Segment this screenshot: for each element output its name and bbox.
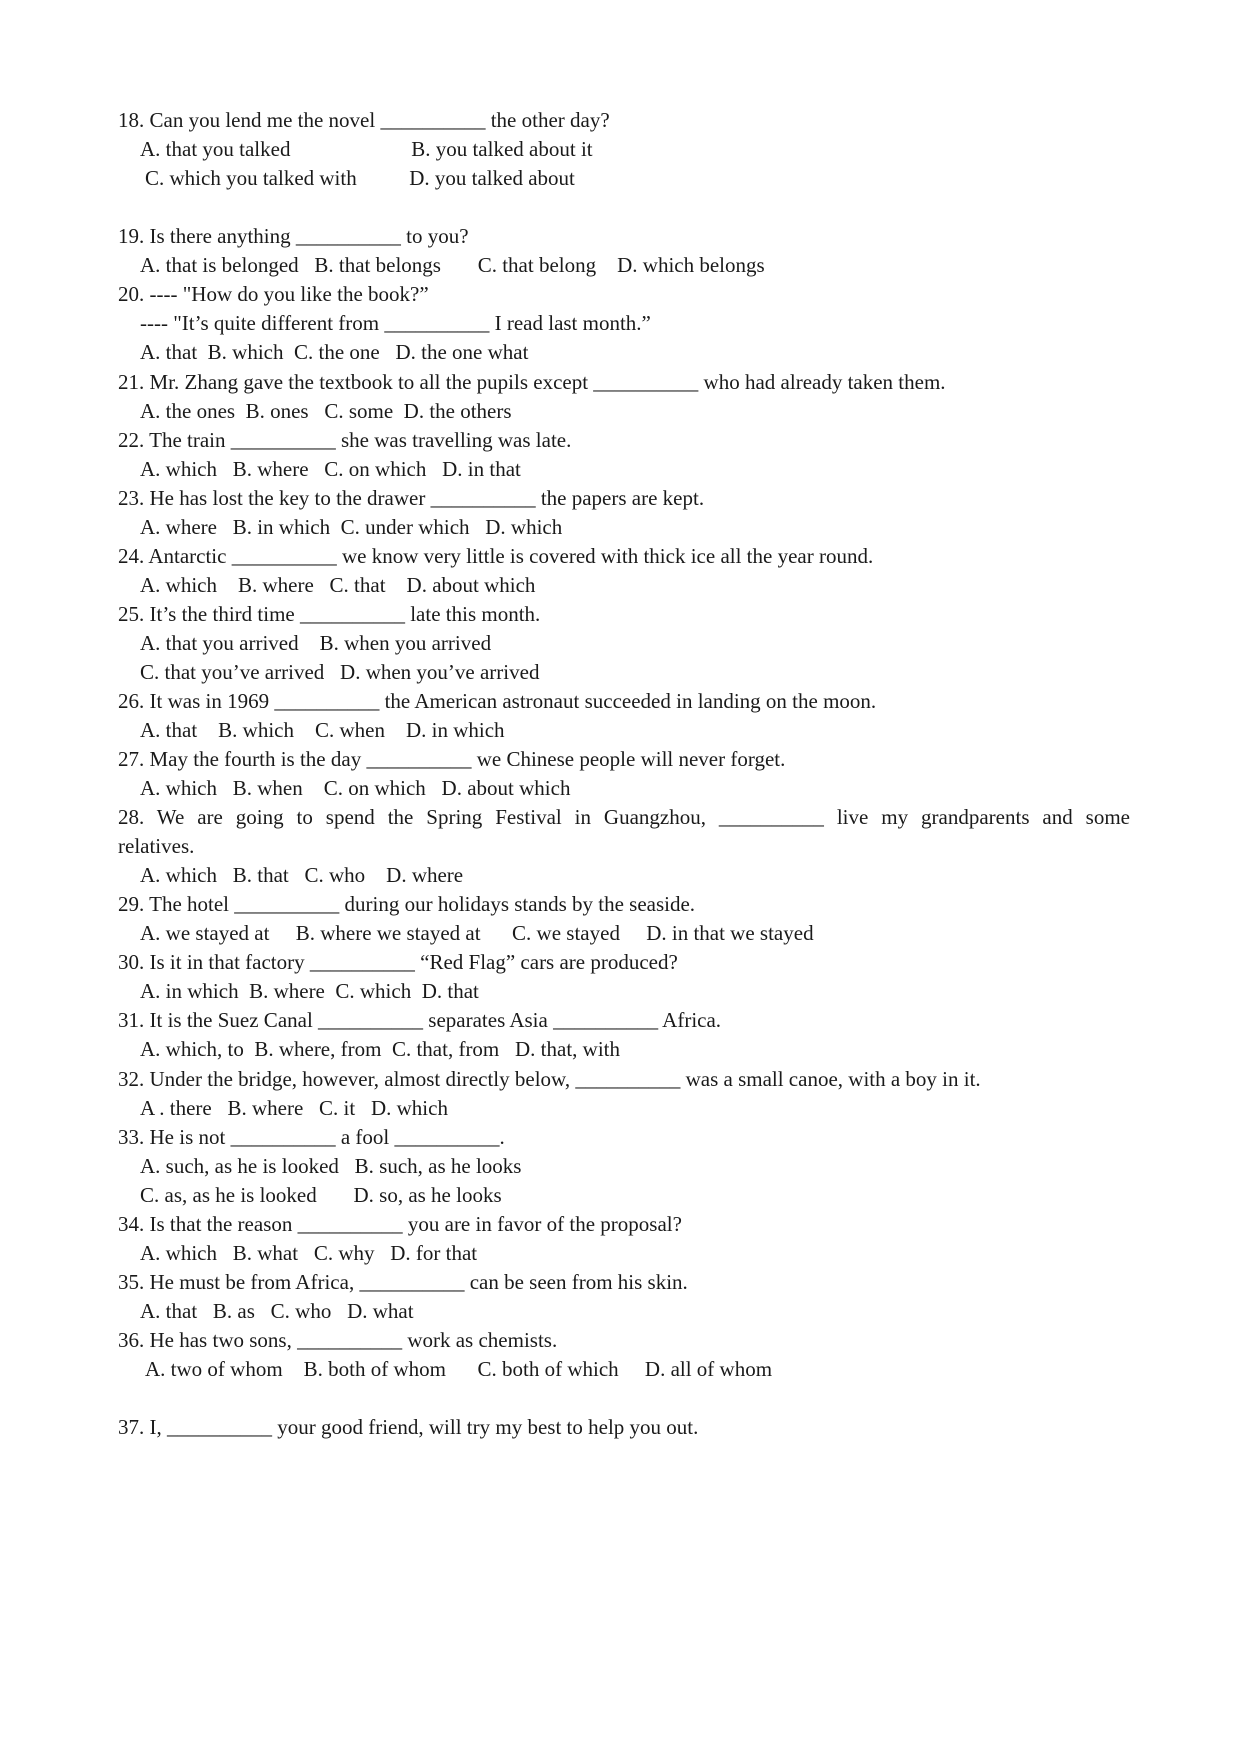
question-27: 27. May the fourth is the day __________ we Chinese people will never forget. [118, 747, 786, 771]
question-36-options: A. two of whom B. both of whom C. both of which D. all of whom [145, 1357, 773, 1381]
question-31-options: A. which, to B. where, from C. that, from D. that, with [140, 1037, 621, 1061]
question-34: 34. Is that the reason __________ you are in favor of the proposal? [118, 1212, 682, 1236]
question-23-options: A. where B. in which C. under which D. which [140, 515, 563, 539]
question-31: 31. It is the Suez Canal __________ separates Asia __________ Africa. [118, 1008, 722, 1032]
question-30-options: A. in which B. where C. which D. that [140, 979, 479, 1003]
question-36: 36. He has two sons, __________ work as chemists. [118, 1328, 558, 1352]
question-33-options-2: C. as, as he is looked D. so, as he looks [140, 1183, 502, 1207]
question-19: 19. Is there anything __________ to you? [118, 224, 469, 248]
question-18: 18. Can you lend me the novel __________ the other day? [118, 108, 610, 132]
question-21-options: A. the ones B. ones C. some D. the others [140, 399, 512, 423]
question-37: 37. I, __________ your good friend, will try my best to help you out. [118, 1415, 699, 1439]
question-22-options: A. which B. where C. on which D. in that [140, 457, 521, 481]
question-26-options: A. that B. which C. when D. in which [140, 718, 505, 742]
question-22: 22. The train __________ she was travelling was late. [118, 428, 572, 452]
question-19-options: A. that is belonged B. that belongs C. that belong D. which belongs [140, 253, 765, 277]
question-27-options: A. which B. when C. on which D. about which [140, 776, 571, 800]
question-24-options: A. which B. where C. that D. about which [140, 573, 536, 597]
question-24: 24. Antarctic __________ we know very little is covered with thick ice all the year round. [118, 544, 874, 568]
question-28: 28. We are going to spend the Spring Festival in Guangzhou, __________ live my grandparents and some [118, 805, 1130, 829]
question-25: 25. It’s the third time __________ late this month. [118, 602, 541, 626]
question-25-options-2: C. that you’ve arrived D. when you’ve arrived [140, 660, 540, 684]
question-20-line-2: ---- "It’s quite different from __________ I read last month.” [140, 311, 651, 335]
question-23: 23. He has lost the key to the drawer __________ the papers are kept. [118, 486, 705, 510]
question-32-options: A . there B. where C. it D. which [140, 1096, 448, 1120]
question-29: 29. The hotel __________ during our holidays stands by the seaside. [118, 892, 696, 916]
question-18-options-2: C. which you talked with D. you talked about [145, 166, 575, 190]
question-35: 35. He must be from Africa, __________ can be seen from his skin. [118, 1270, 688, 1294]
question-26: 26. It was in 1969 __________ the American astronaut succeeded in landing on the moon. [118, 689, 877, 713]
question-28-line-2: relatives. [118, 834, 195, 858]
question-21: 21. Mr. Zhang gave the textbook to all the pupils except __________ who had already taken them. [118, 370, 946, 394]
question-18-options-1: A. that you talked B. you talked about it [140, 137, 593, 161]
question-25-options-1: A. that you arrived B. when you arrived [140, 631, 492, 655]
question-20-options: A. that B. which C. the one D. the one what [140, 340, 529, 364]
question-20: 20. ---- "How do you like the book?” [118, 282, 429, 306]
question-34-options: A. which B. what C. why D. for that [140, 1241, 478, 1265]
question-33-options-1: A. such, as he is looked B. such, as he looks [140, 1154, 522, 1178]
question-35-options: A. that B. as C. who D. what [140, 1299, 414, 1323]
question-33: 33. He is not __________ a fool __________. [118, 1125, 505, 1149]
question-29-options: A. we stayed at B. where we stayed at C. we stayed D. in that we stayed [140, 921, 814, 945]
question-32: 32. Under the bridge, however, almost directly below, __________ was a small canoe, with a boy in it. [118, 1067, 981, 1091]
question-28-options: A. which B. that C. who D. where [140, 863, 464, 887]
question-30: 30. Is it in that factory __________ “Red Flag” cars are produced? [118, 950, 678, 974]
